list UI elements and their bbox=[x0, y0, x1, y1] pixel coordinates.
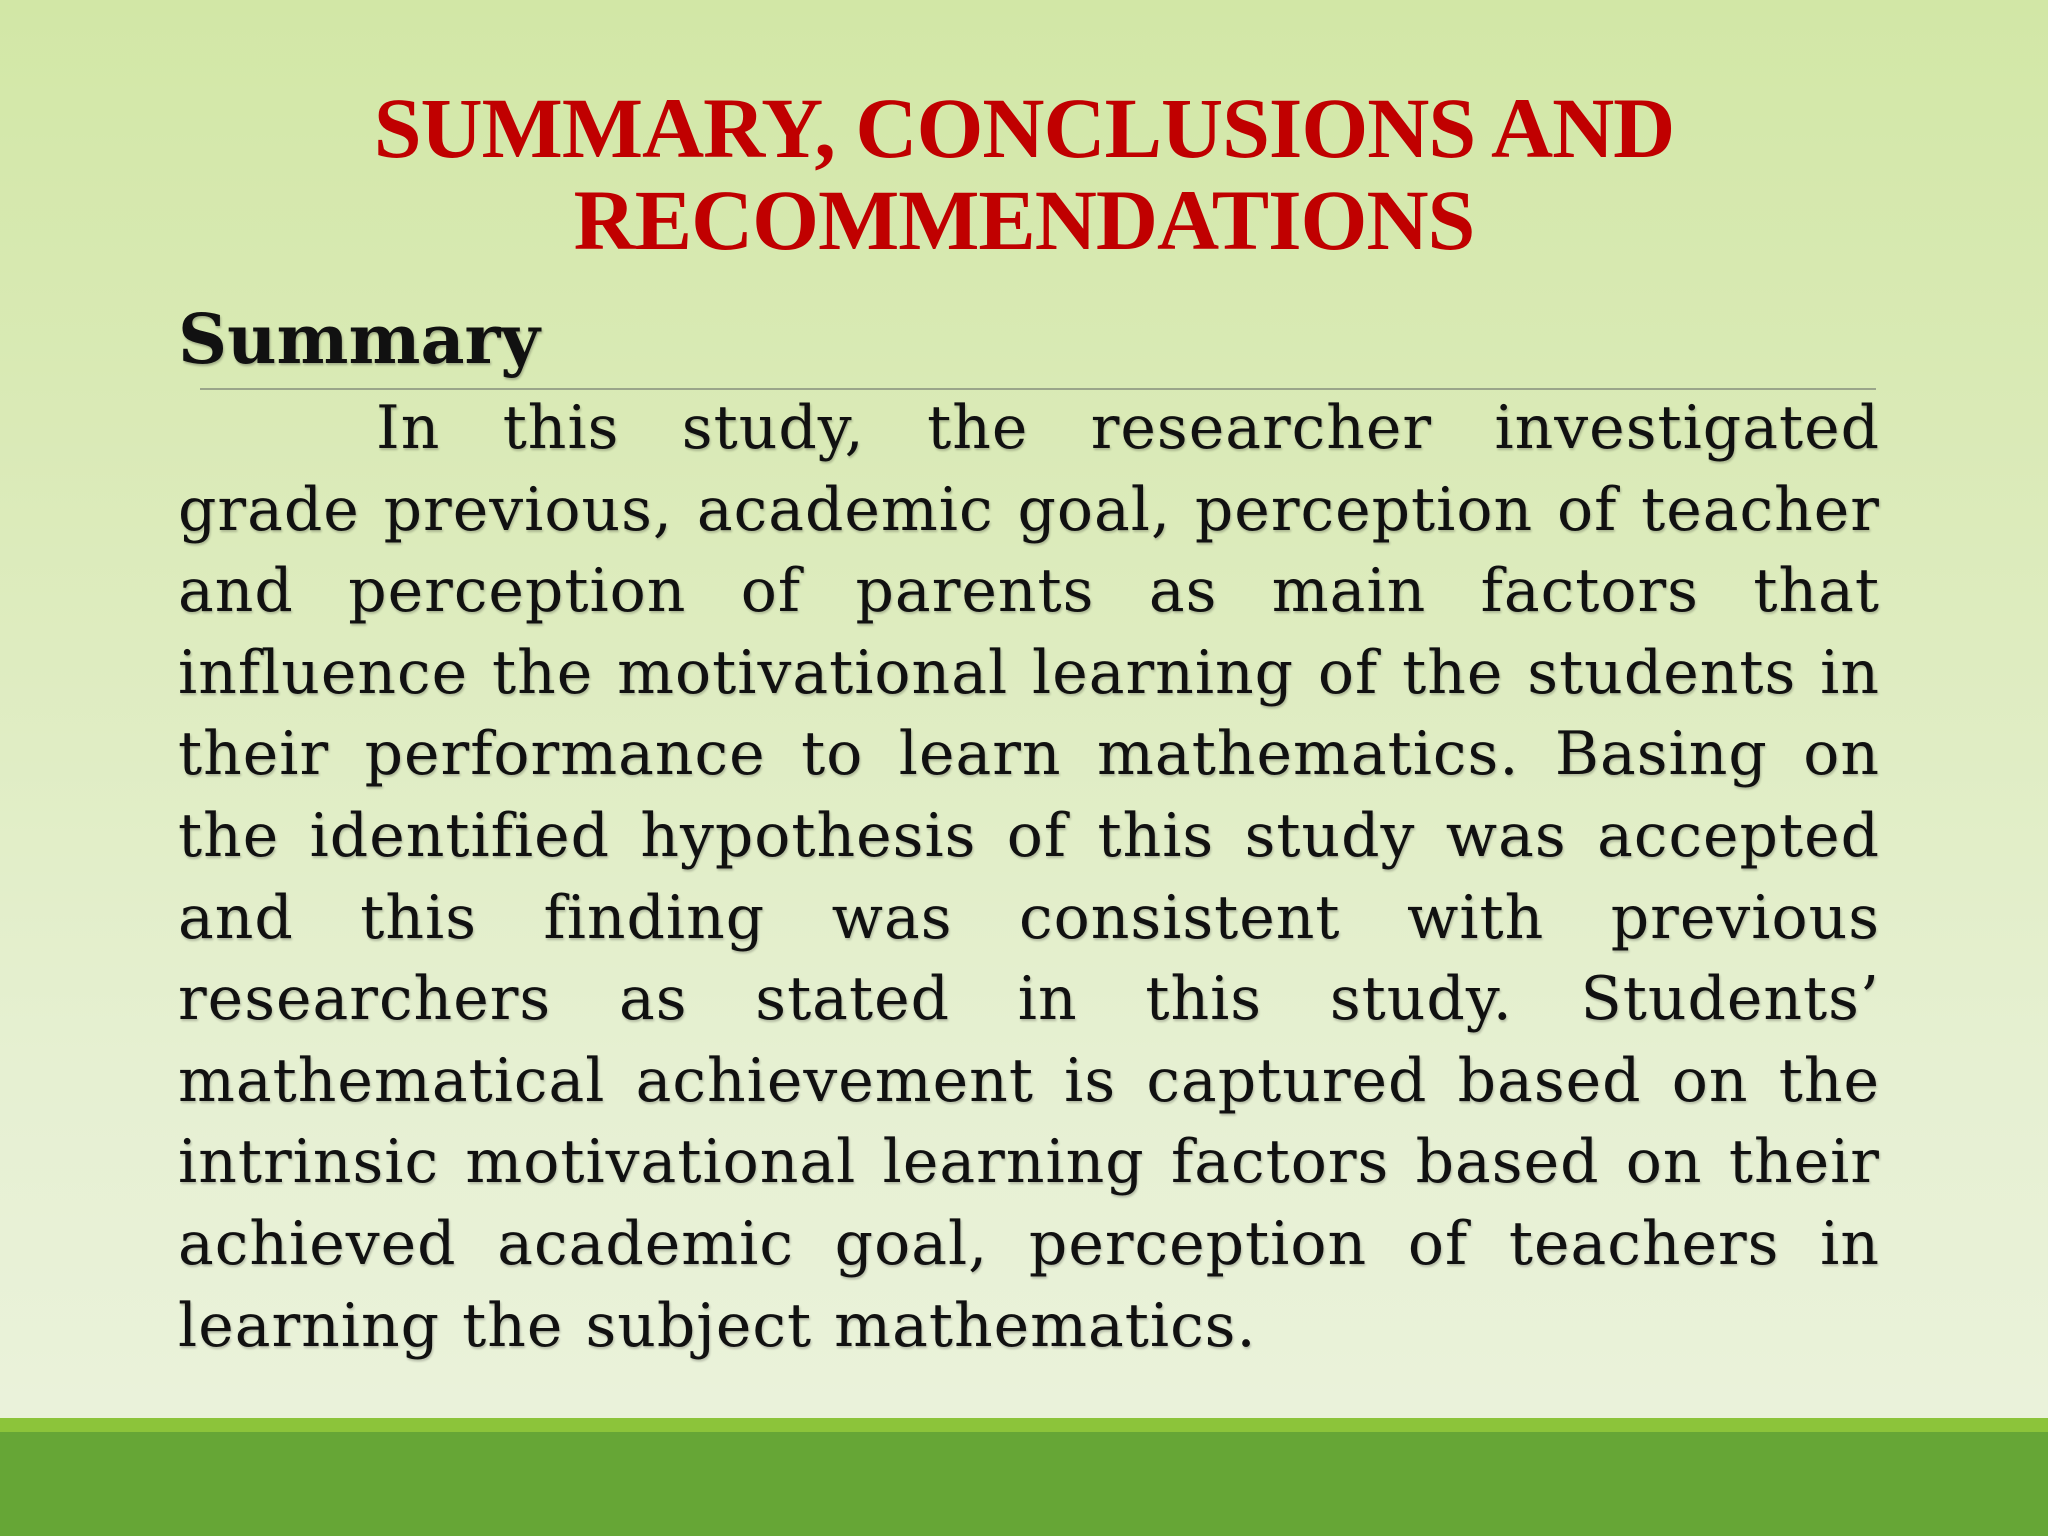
footer-band bbox=[0, 1432, 2048, 1536]
slide-title-line-1: SUMMARY, CONCLUSIONS AND bbox=[373, 80, 1675, 176]
footer-accent-stripe bbox=[0, 1418, 2048, 1432]
slide-title bbox=[0, 82, 2048, 266]
summary-paragraph: In this study, the researcher investigated grade previous, academic goal, perception of teacher and perception of parents as main factors that influence the motivational learning of the students in their performance to learn mathematics. Basing on the identified hypothesis of this study was accepted and this finding was consistent with previous researchers as stated in this study. Students’ mathematical achievement is captured based on the intrinsic motivational learning factors based on their achieved academic goal, perception of teachers in learning the subject mathematics. bbox=[178, 393, 1880, 1361]
section-heading: Summary bbox=[178, 300, 540, 380]
slide-title-line-2: RECOMMENDATIONS bbox=[573, 172, 1475, 268]
